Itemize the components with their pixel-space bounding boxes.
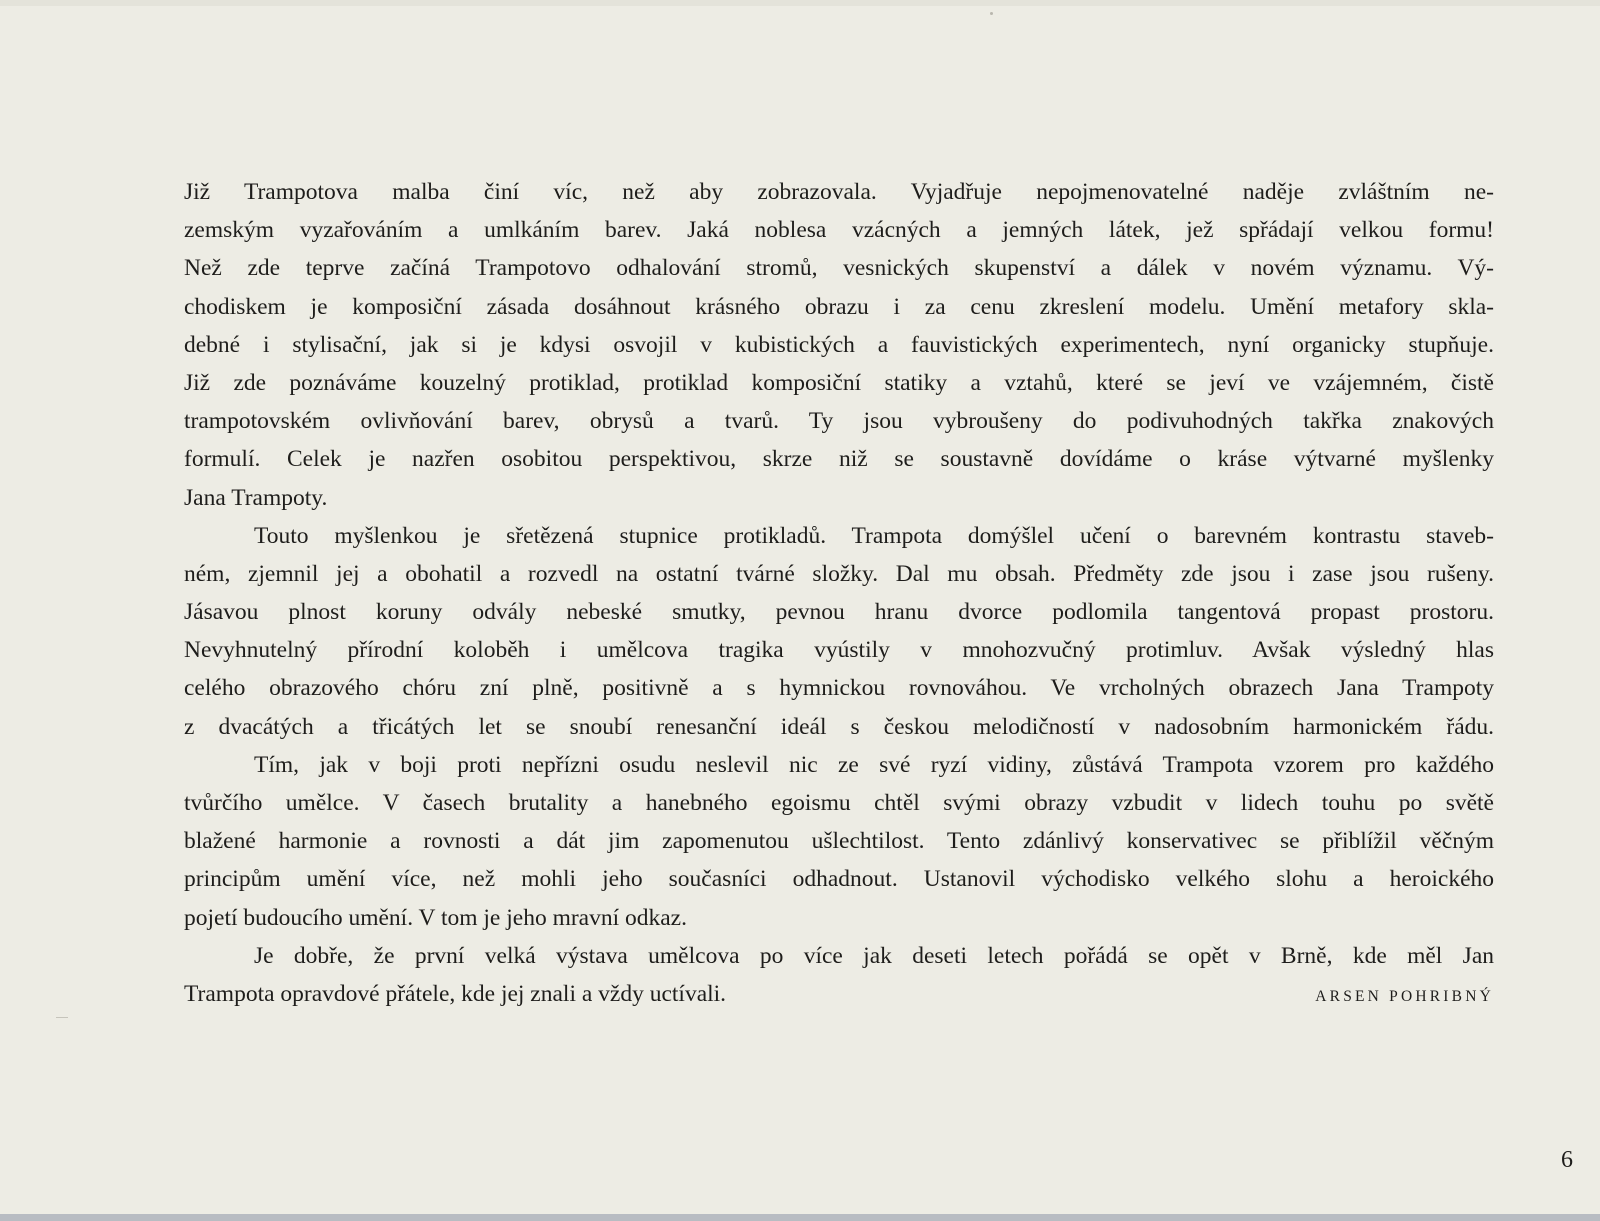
text-line: trampotovském ovlivňování barev, obrysů a tvarů. Ty jsou vybroušeny do podivuhodných takřka znakových (184, 408, 1494, 435)
text-line: zemským vyzařováním a umlkáním barev. Jaká noblesa vzácných a jemných látek, jež spřádají velkou formu! (184, 217, 1494, 244)
text-line: ném, zjemnil jej a obohatil a rozvedl na ostatní tvárné složky. Dal mu obsah. Předměty zde jsou i zase jsou rušeny. (184, 560, 1494, 587)
page-bottom-edge (0, 1214, 1600, 1221)
text-line: Touto myšlenkou je sřetězená stupnice protikladů. Trampota domýšlel učení o barevném kontrastu staveb- (254, 522, 1494, 549)
text-line: tvůrčího umělce. V časech brutality a hanebného egoismu chtěl svými obrazy vzbudit v lidech touhu po světě (184, 790, 1494, 816)
essay-text (184, 173, 1494, 1013)
text-line: debné i stylisační, jak si je kdysi osvojil v kubistických a fauvistických experimentech, nyní organicky stupňuje. (184, 331, 1494, 358)
paper-mark (56, 1017, 68, 1018)
text-line: Je dobře, že první velká výstava umělcova po více jak deseti letech pořádá se opět v Brně, kde měl Jan (254, 942, 1494, 969)
text-line: formulí. Celek je nazřen osobitou perspektivou, skrze niž se soustavně dovídáme o kráse výtvarné myšlenky (184, 446, 1494, 473)
author-signature: ARSEN POHRIBNÝ (1315, 987, 1494, 1005)
text-line: Již Trampotova malba činí víc, než aby zobrazovala. Vyjadřuje nepojmenovatelné naděje zvláštním ne- (184, 179, 1494, 205)
text-line: Než zde teprve začíná Trampotovo odhalování stromů, vesnických skupenství a dálek v novém významu. Vý- (184, 255, 1494, 282)
text-line: principům umění více, než mohli jeho současníci odhadnout. Ustanovil východisko velkého slohu a heroického (184, 866, 1494, 893)
text-line: z dvacátých a třicátých let se snoubí renesanční ideál s českou melodičností v nadosobním harmonickém řádu. (184, 713, 1494, 740)
text-line: Jásavou plnost koruny odvály nebeské smutky, pevnou hranu dvorce podlomila tangentová propast prostoru. (184, 599, 1494, 626)
text-line: blažené harmonie a rovnosti a dát jim zapomenutou ušlechtilost. Tento zdánlivý konservativec se přiblížil věčným (184, 828, 1494, 855)
page-top-edge (0, 0, 1600, 6)
text-line: pojetí budoucího umění. V tom je jeho mravní odkaz. (184, 904, 687, 931)
text-line: Tím, jak v boji proti nepřízni osudu neslevil nic ze své ryzí vidiny, zůstává Trampota vzorem pro každého (254, 751, 1494, 778)
text-line: chodiskem je komposiční zásada dosáhnout krásného obrazu i za cenu zkreslení modelu. Umění metafory skla- (184, 293, 1494, 320)
text-line: celého obrazového chóru zní plně, positivně a s hymnickou rovnováhou. Ve vrcholných obrazech Jana Trampoty (184, 675, 1494, 702)
page-number: 6 (1561, 1147, 1573, 1173)
text-line: Nevyhnutelný přírodní koloběh i umělcova tragika vyústily v mnohozvučný protimluv. Avšak výsledný hlas (184, 637, 1494, 664)
text-line: Již zde poznáváme kouzelný protiklad, protiklad komposiční statiky a vztahů, které se jeví ve vzájemném, čistě (184, 369, 1494, 396)
final-line-with-signature (184, 975, 1494, 1013)
text-line: Trampota opravdové přátele, kde jej znali a vždy uctívali. (184, 980, 727, 1007)
text-line: Jana Trampoty. (184, 484, 328, 511)
paper-speck (990, 12, 993, 15)
